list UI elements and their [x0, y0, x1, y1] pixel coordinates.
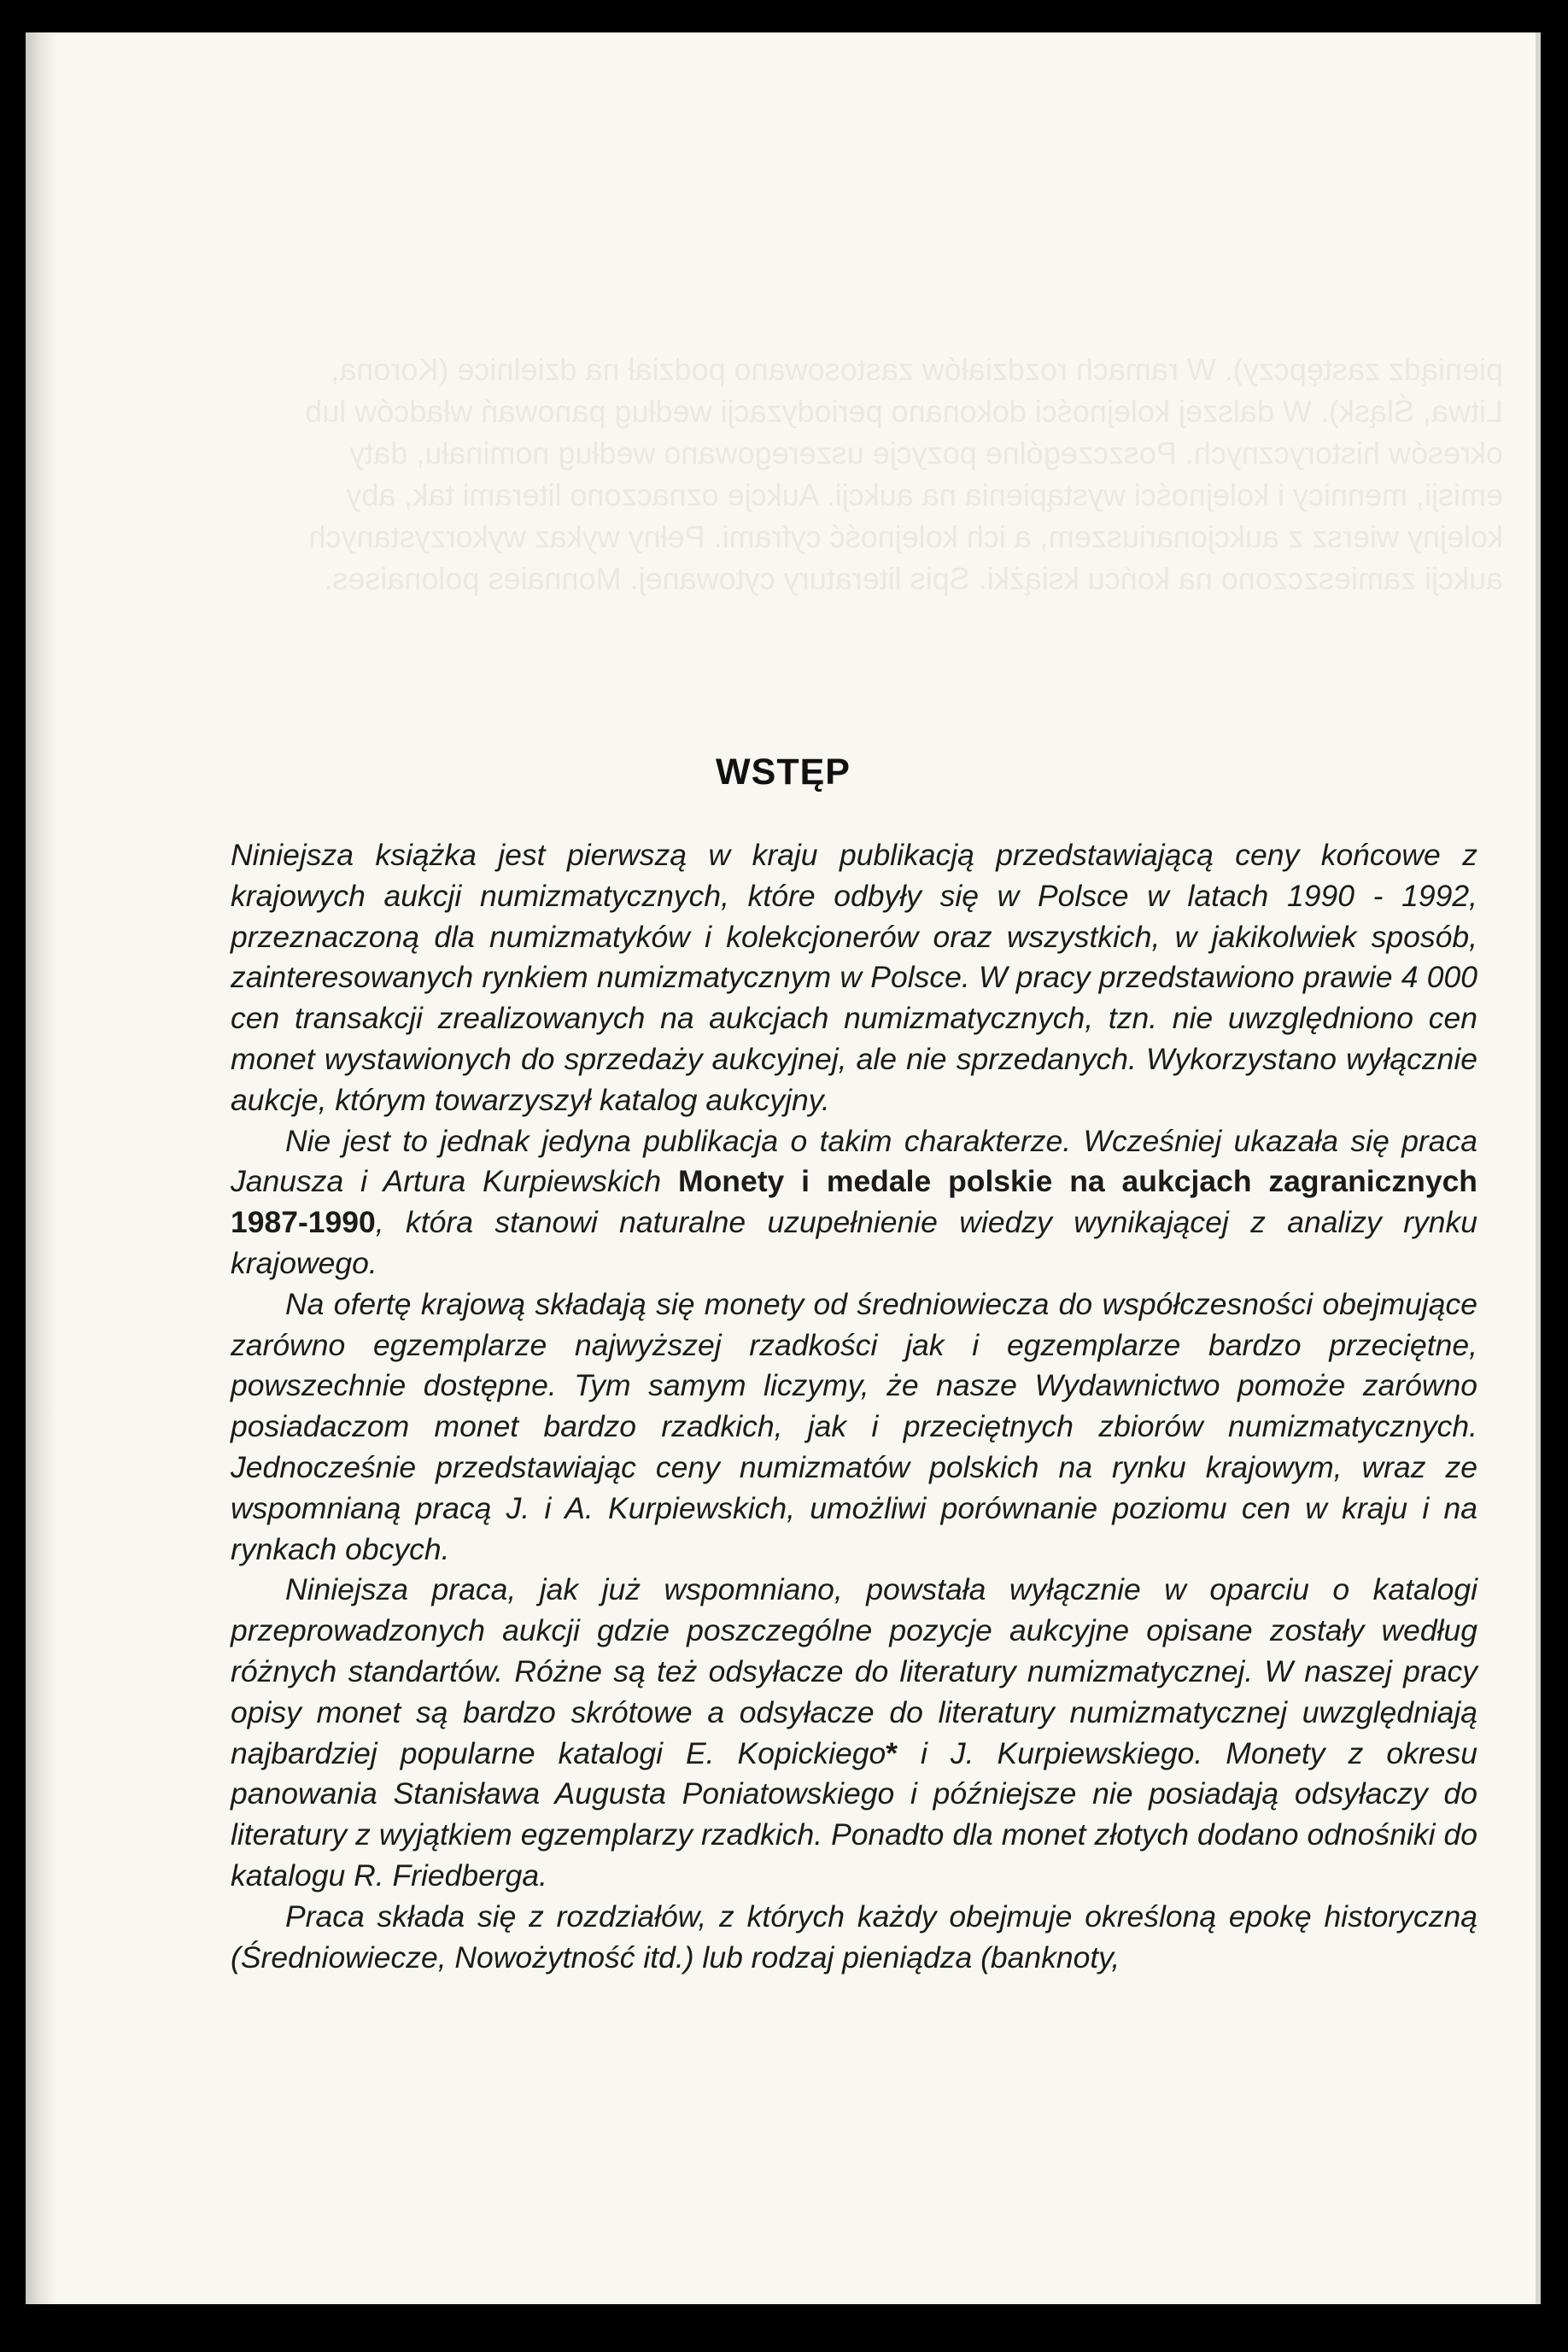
text-run: i J. Kurpiewskiego. Monety z okresu panowania Stanisława Augusta Poniatowskiego i późniejsze nie posiadają odsyłaczy do literatury z wyjątkiem egzemplarzy rzadkich. Ponadto dla monet złotych dodano odnośniki do katalogu R. Friedberga.	[231, 1735, 1477, 1893]
paragraph	[231, 835, 1477, 1121]
text-run: Niniejsza praca, jak już wspomniano, powstała wyłącznie w oparciu o katalogi przeprowadzonych aukcji gdzie poszczególne pozycje aukcyjne opisane zostały według różnych standartów. Różne są też odsyłacze do literatury numizmatycznej. W naszej pracy opisy monet są bardzo skrótowe a odsyłacze do literatury numizmatycznej uwzględniają najbardziej popularne katalogi E. Kopickiego	[231, 1572, 1477, 1770]
text-run: Niniejsza książka jest pierwszą w kraju publikacją przedstawiającą ceny końcowe z krajowych aukcji numizmatycznych, które odbyły się w Polsce w latach 1990 - 1992, przeznaczoną dla numizmatyków i kolekcjonerów oraz wszystkich, w jakikolwiek sposób, zainteresowanych rynkiem numizmatycznym w Polsce. W pracy przedstawiono prawie 4 000 cen transakcji zrealizowanych na aukcjach numizmatycznych, tzn. nie uwzględniono cen monet wystawionych do sprzedaży aukcyjnej, ale nie sprzedanych. Wykorzystano wyłącznie aukcje, którym towarzyszył katalog aukcyjny.	[231, 838, 1477, 1117]
page-gutter-shadow	[26, 32, 56, 2304]
bleed-through-text: pieniądz zastępczy). W ramach rozdziałów zastosowano podział na dzielnice (Korona, Litwa, Śląsk). W dalszej kolejności dokonano periodyzacji według panowań władców lub okresów historycznych. Poszczególne pozycje uszeregowano według nominału, daty emisji, mennicy i kolejności wystąpienia na aukcji. Aukcje oznaczono literami tak, aby kolejny wiersz z aukcjonariuszem, a ich kolejność cyframi. Pełny wykaz wykorzystanych aukcji zamieszczono na końcu książki. Spis literatury cytowanej. Monnaies polonaises.	[296, 352, 1503, 596]
bold-text: Monety i medale polskie na aukcjach zagranicznych 1987-1990	[231, 1164, 1477, 1240]
text-run: Nie jest to jednak jedyna publikacja o takim charakterze. Wcześniej ukazała się praca Janusza i Artura Kurpiewskich	[231, 1123, 1477, 1199]
text-run: , która stanowi naturalne uzupełnienie wiedzy wynikającej z analizy rynku krajowego.	[231, 1205, 1477, 1280]
book-page	[26, 32, 1541, 2304]
text-run: Na ofertę krajową składają się monety od średniowiecza do współczesności obejmujące zarówno egzemplarze najwyższej rzadkości jak i egzemplarze bardzo przeciętne, powszechnie dostępne. Tym samym liczymy, że nasze Wydawnictwo pomoże zarówno posiadaczom monet bardzo rzadkich, jak i przeciętnych zbiorów numizmatycznych. Jednocześnie przedstawiając ceny numizmatów polskich na rynku krajowym, wraz ze wspomnianą pracą J. i A. Kurpiewskich, umożliwi porównanie poziomu cen w kraju i na rynkach obcych.	[231, 1286, 1477, 1566]
paragraph	[231, 1897, 1477, 1979]
page-edge	[1536, 32, 1541, 2304]
paragraph	[231, 1121, 1477, 1284]
text-run: Praca składa się z rozdziałów, z których każdy obejmuje określoną epokę historyczną (Średniowiecze, Nowożytność itd.) lub rodzaj pieniądza (banknoty,	[231, 1899, 1477, 1975]
bold-text: *	[886, 1735, 898, 1770]
paragraph	[231, 1284, 1477, 1571]
paragraph	[231, 1570, 1477, 1896]
page-title: WSTĘP	[716, 752, 851, 793]
body-text	[231, 835, 1477, 1978]
